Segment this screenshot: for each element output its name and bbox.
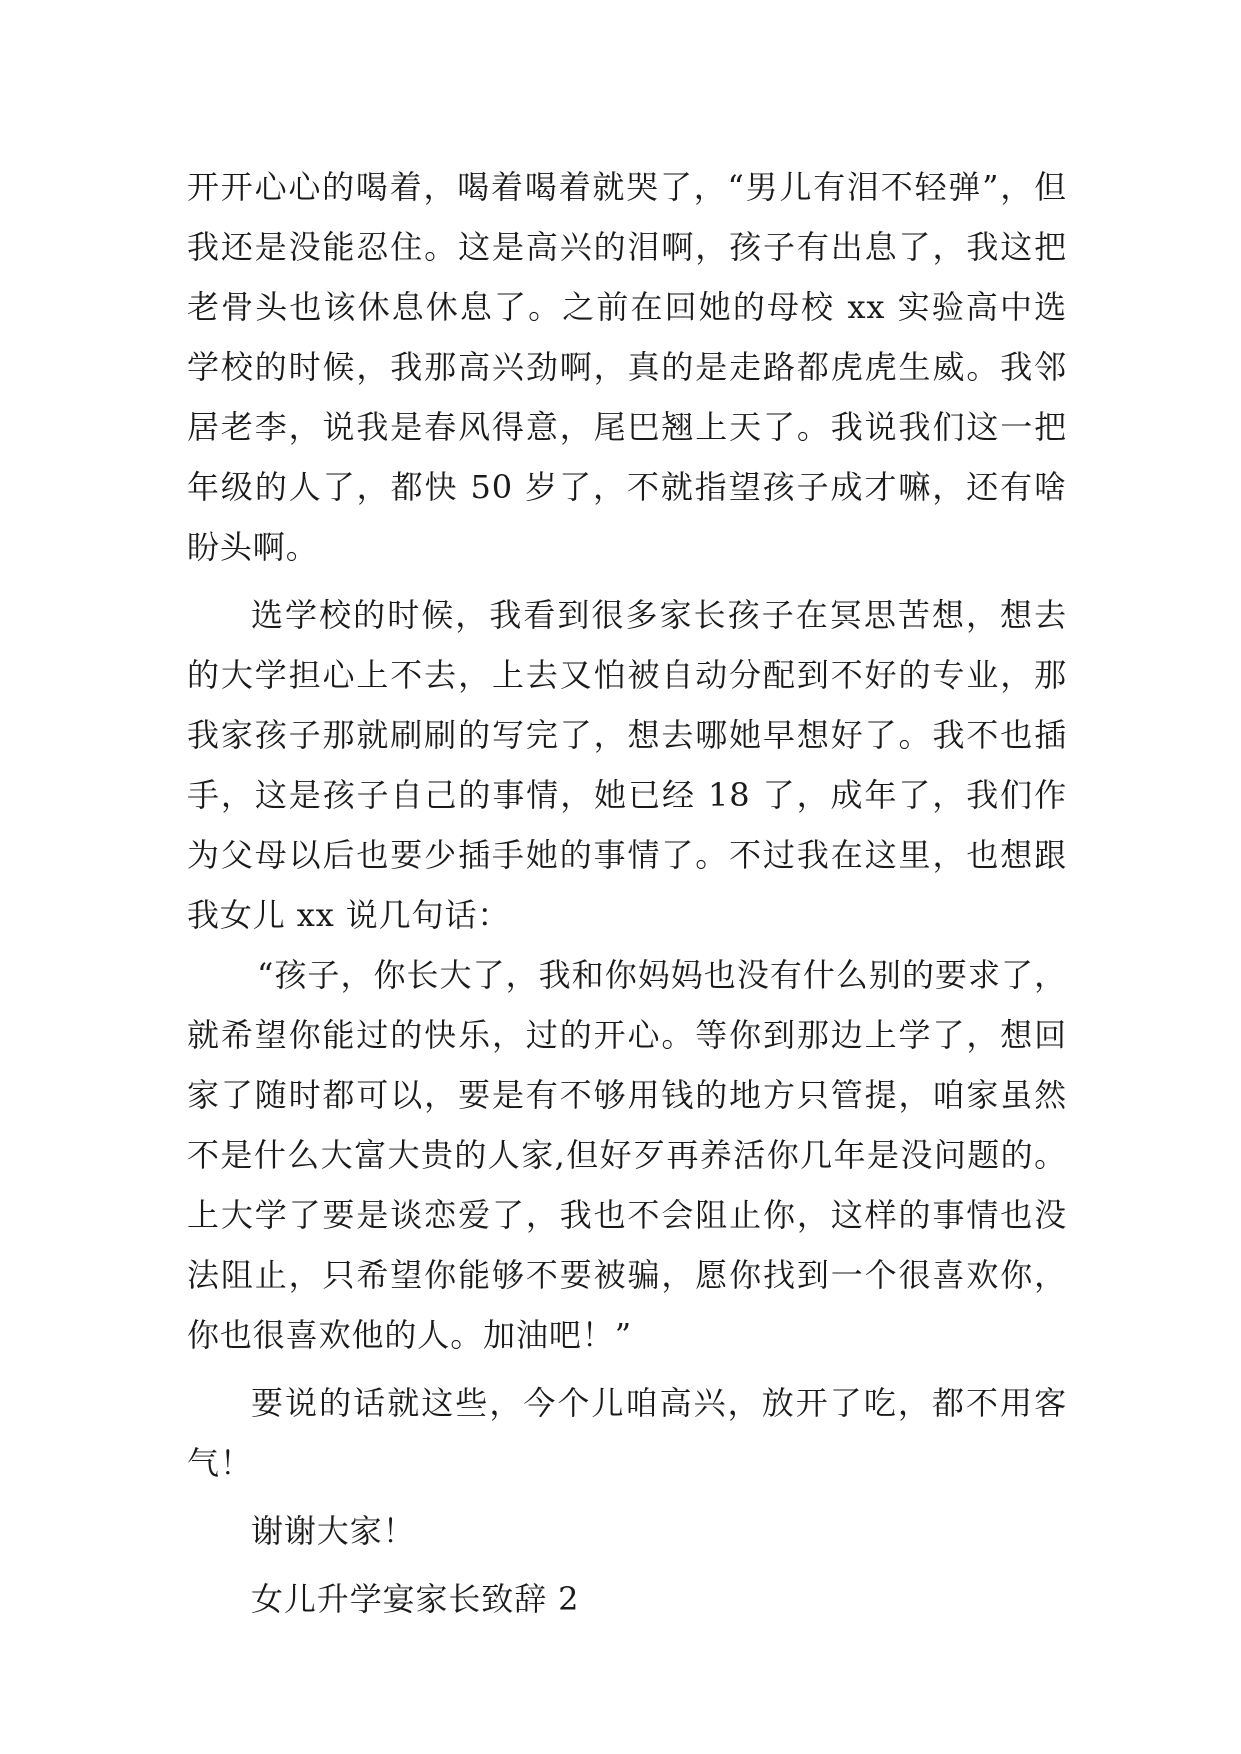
text-line: 我还是没能忍住。这是高兴的泪啊，孩子有出息了，我这把	[187, 228, 1067, 266]
text-line: 手，这是孩子自己的事情，她已经 18 了，成年了，我们作	[187, 776, 1067, 814]
text-line: 我家孩子那就刷刷的写完了，想去哪她早想好了。我不也插	[187, 716, 1067, 754]
text-line: 为父母以后也要少插手她的事情了。不过我在这里，也想跟	[187, 836, 1067, 874]
text-line: 盼头啊。	[187, 528, 319, 566]
text-line: “孩子，你长大了，我和你妈妈也没有什么别的要求了，	[257, 956, 1067, 994]
text-line: 我女儿 xx 说几句话：	[187, 896, 511, 934]
quote-paragraph	[187, 945, 1067, 1365]
text-line: 你也很喜欢他的人。加油吧！”	[187, 1316, 632, 1354]
text-line: 开开心心的喝着，喝着喝着就哭了，“男儿有泪不轻弹”，但	[187, 168, 1067, 206]
text-line: 女儿升学宴家长致辞 2	[251, 1580, 580, 1618]
text-line: 老骨头也该休息休息了。之前在回她的母校 xx 实验高中选	[187, 288, 1067, 326]
text-line: 年级的人了，都快 50 岁了，不就指望孩子成才嘛，还有啥	[187, 468, 1067, 506]
paragraph	[187, 1501, 1067, 1561]
section-heading	[187, 1569, 1067, 1629]
text-line: 就希望你能过的快乐，过的开心。等你到那边上学了，想回	[187, 1016, 1067, 1054]
text-line: 的大学担心上不去，上去又怕被自动分配到不好的专业，那	[187, 656, 1067, 694]
paragraph	[187, 157, 1067, 577]
text-line: 上大学了要是谈恋爱了，我也不会阻止你，这样的事情也没	[187, 1196, 1067, 1234]
text-line: 学校的时候，我那高兴劲啊，真的是走路都虎虎生威。我邻	[187, 348, 1067, 386]
text-line: 不是什么大富大贵的人家,但好歹再养活你几年是没问题的。	[187, 1136, 1067, 1174]
document-body	[187, 157, 1067, 1629]
text-line: 谢谢大家！	[251, 1512, 416, 1550]
text-line: 气！	[187, 1444, 253, 1482]
text-line: 居老李，说我是春风得意，尾巴翘上天了。我说我们这一把	[187, 408, 1067, 446]
paragraph	[187, 585, 1067, 945]
text-line: 要说的话就这些，今个儿咱高兴，放开了吃，都不用客	[251, 1384, 1067, 1422]
text-line: 选学校的时候，我看到很多家长孩子在冥思苦想，想去	[251, 596, 1067, 634]
text-line: 法阻止，只希望你能够不要被骗，愿你找到一个很喜欢你，	[187, 1256, 1067, 1294]
paragraph	[187, 1373, 1067, 1493]
text-line: 家了随时都可以，要是有不够用钱的地方只管提，咱家虽然	[187, 1076, 1067, 1114]
